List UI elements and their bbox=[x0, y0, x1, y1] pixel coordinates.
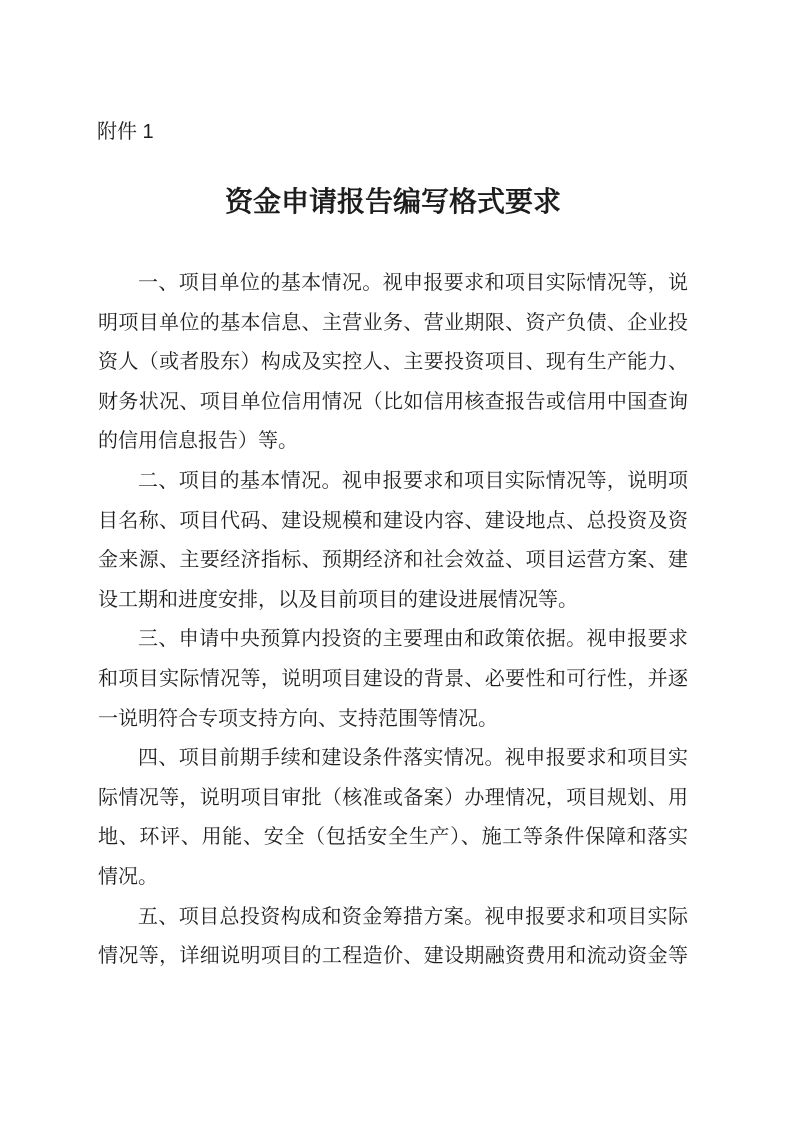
paragraph-4 bbox=[98, 739, 688, 897]
body-line: 金来源、主要经济指标、预期经济和社会效益、项目运营方案、建 bbox=[98, 549, 688, 572]
paragraph-2 bbox=[98, 462, 688, 620]
paragraph-5 bbox=[98, 898, 688, 977]
document-title: 资金申请报告编写格式要求 bbox=[224, 186, 561, 217]
body-line: 明项目单位的基本信息、主营业务、营业期限、资产负债、企业投 bbox=[98, 311, 688, 334]
body-line: 二、项目的基本情况。视申报要求和项目实际情况等，说明项 bbox=[138, 469, 688, 492]
document-body bbox=[98, 264, 688, 977]
body-line: 资人（或者股东）构成及实控人、主要投资项目、现有生产能力、 bbox=[98, 351, 688, 374]
body-line: 情况。 bbox=[98, 865, 158, 888]
body-line: 情况等，详细说明项目的工程造价、建设期融资费用和流动资金等 bbox=[98, 945, 688, 968]
body-line: 的信用信息报告）等。 bbox=[98, 430, 298, 453]
body-line: 和项目实际情况等，说明项目建设的背景、必要性和可行性，并逐 bbox=[98, 667, 688, 690]
body-line: 目名称、项目代码、建设规模和建设内容、建设地点、总投资及资 bbox=[98, 509, 688, 532]
body-line: 五、项目总投资构成和资金筹措方案。视申报要求和项目实际 bbox=[138, 905, 688, 928]
body-line: 四、项目前期手续和建设条件落实情况。视申报要求和项目实 bbox=[138, 747, 688, 770]
body-line: 三、申请中央预算内投资的主要理由和政策依据。视申报要求 bbox=[138, 628, 688, 651]
body-line: 设工期和进度安排，以及目前项目的建设进展情况等。 bbox=[98, 588, 578, 611]
body-line: 际情况等，说明项目审批（核准或备案）办理情况，项目规划、用 bbox=[98, 786, 688, 809]
body-line: 一说明符合专项支持方向、支持范围等情况。 bbox=[98, 707, 498, 730]
attachment-label: 附件 1 bbox=[97, 121, 154, 143]
body-line: 一、项目单位的基本情况。视申报要求和项目实际情况等，说 bbox=[138, 272, 688, 294]
paragraph-3 bbox=[98, 620, 688, 739]
body-line: 地、环评、用能、安全（包括安全生产）、施工等条件保障和落实 bbox=[98, 826, 688, 849]
body-line: 财务状况、项目单位信用情况（比如信用核查报告或信用中国查询 bbox=[98, 390, 688, 413]
paragraph-1 bbox=[98, 264, 688, 462]
